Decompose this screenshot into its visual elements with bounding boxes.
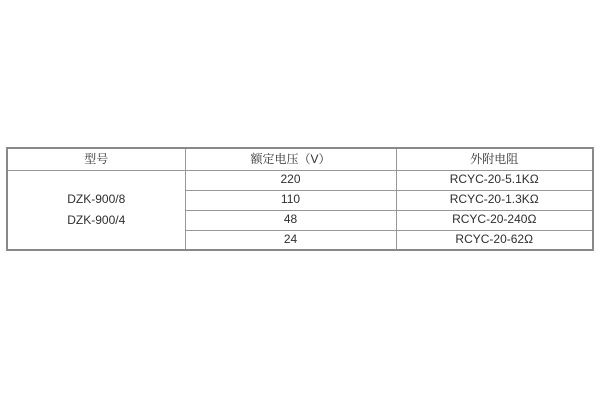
resistance-cell: RCYC-20-1.3KΩ — [396, 190, 593, 210]
model-cell — [7, 170, 185, 250]
header-row — [7, 148, 593, 170]
resistance-cell: RCYC-20-62Ω — [396, 230, 593, 250]
voltage-cell: 220 — [185, 170, 396, 190]
voltage-cell: 48 — [185, 210, 396, 230]
header-external-resistance: 外附电阻 — [396, 148, 593, 170]
table-row — [7, 170, 593, 190]
resistance-cell: RCYC-20-5.1KΩ — [396, 170, 593, 190]
resistance-cell: RCYC-20-240Ω — [396, 210, 593, 230]
header-model: 型号 — [7, 148, 185, 170]
model-line-2: DZK-900/4 — [67, 212, 126, 227]
header-rated-voltage: 额定电压（V） — [185, 148, 396, 170]
model-line-1: DZK-900/8 — [67, 191, 126, 206]
voltage-cell: 24 — [185, 230, 396, 250]
spec-table — [6, 147, 594, 251]
voltage-cell: 110 — [185, 190, 396, 210]
